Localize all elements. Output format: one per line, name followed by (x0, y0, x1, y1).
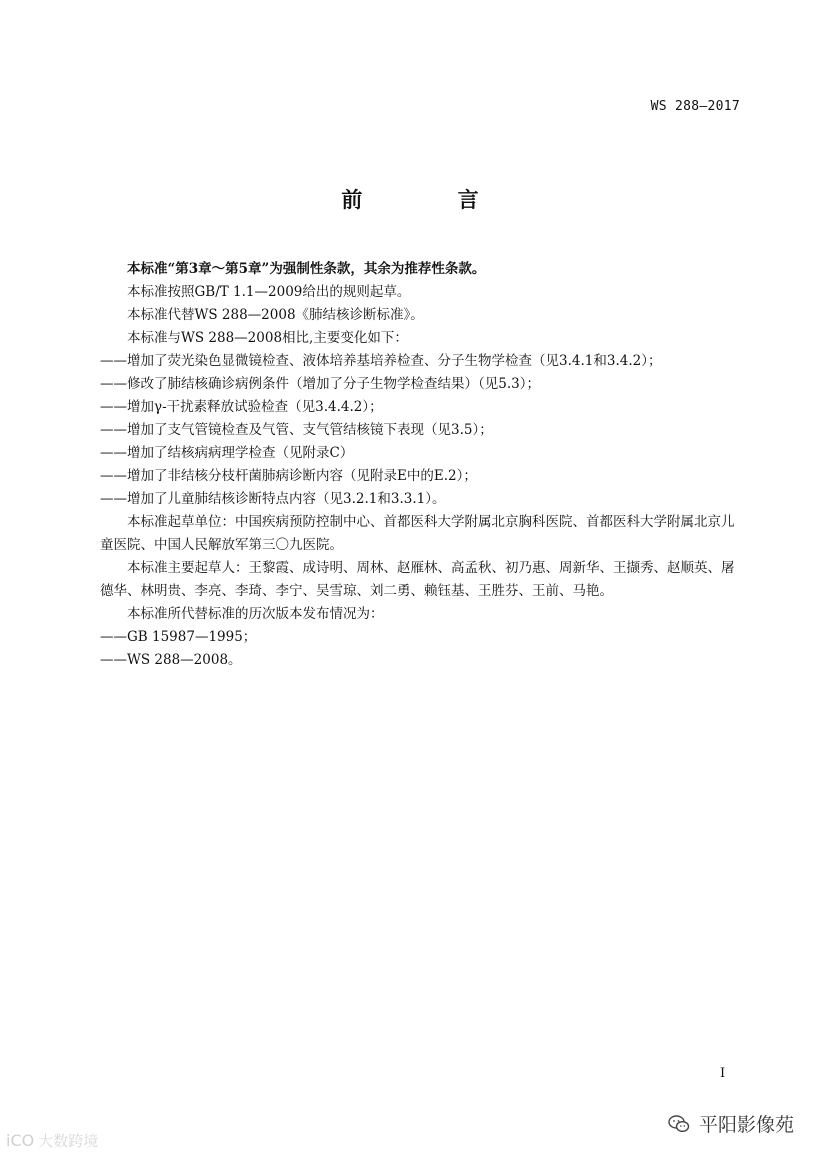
page-title: 前 言 (341, 188, 523, 212)
page-number: I (720, 1066, 726, 1081)
watermark-right (667, 1110, 794, 1137)
change-list-item: ——增加γ-干扰素释放试验检查（见3.4.4.2）； (100, 399, 383, 415)
change-list-item: ——增加了非结核分枝杆菌肺病诊断内容（见附录E中的E.2）； (100, 468, 477, 484)
ico-logo-icon: iCO (6, 1131, 35, 1150)
document-body (100, 258, 740, 672)
history-list-item: ——WS 288—2008。 (100, 652, 242, 668)
change-list-item: ——修改了肺结核确诊病例条件（增加了分子生物学检查结果）（见5.3）； (100, 376, 540, 392)
watermark-right-text: 平阳影像苑 (698, 1114, 794, 1136)
watermark-left (6, 1130, 98, 1151)
change-list-item: ——增加了支气管镜检查及气管、支气管结核镜下表现（见3.5）； (100, 422, 493, 438)
wechat-icon (667, 1112, 691, 1136)
paragraph-history-intro: 本标准所代替标准的历次版本发布情况为： (127, 606, 384, 622)
paragraph-replaces: 本标准代替WS 288—2008《肺结核诊断标准》。 (127, 307, 424, 323)
paragraph-changes-intro: 本标准与WS 288—2008相比,主要变化如下： (127, 330, 408, 346)
paragraph-drafting-units: 本标准起草单位：中国疾病预防控制中心、首都医科大学附属北京胸科医院、首都医科大学附属北京儿童医院、中国人民解放军第三〇九医院。 (100, 514, 735, 553)
change-list-item: ——增加了儿童肺结核诊断特点内容（见3.2.1和3.3.1）。 (100, 491, 446, 507)
paragraph-mandatory-clause: 本标准“第3章～第5章”为强制性条款，其余为推荐性条款。 (127, 261, 486, 277)
document-id: WS 288—2017 (650, 99, 740, 114)
change-list-item: ——增加了荧光染色显微镜检查、液体培养基培养检查、分子生物学检查（见3.4.1和3.4.2）； (100, 353, 662, 369)
watermark-left-text: 大数跨境 (38, 1132, 99, 1150)
paragraph-drafters: 本标准主要起草人：王黎霞、成诗明、周林、赵雁林、高孟秋、初乃惠、周新华、王撷秀、赵顺英、屠德华、林明贵、李亮、李琦、李宁、吴雪琼、刘二勇、赖钰基、王胜芬、王前、马艳。 (100, 560, 735, 599)
paragraph-drafting-rule: 本标准按照GB/T 1.1—2009给出的规则起草。 (127, 284, 411, 300)
history-list-item: ——GB 15987—1995； (100, 629, 257, 645)
change-list-item: ——增加了结核病病理学检查（见附录C） (100, 445, 354, 461)
